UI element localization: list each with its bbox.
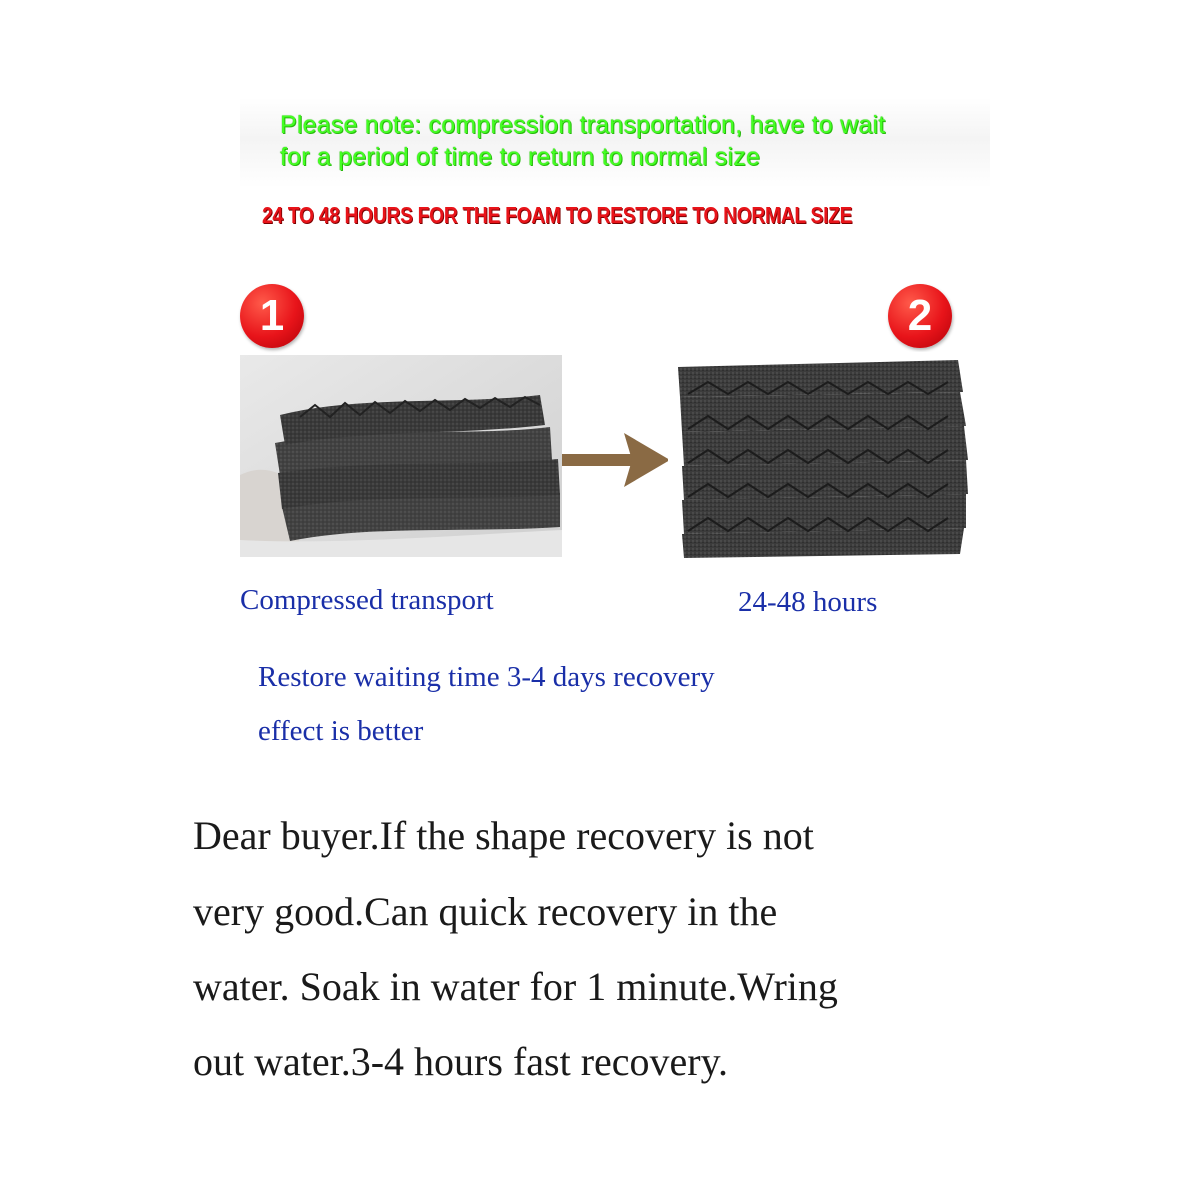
compressed-foam-photo (240, 355, 562, 557)
step-1-badge: 1 (240, 284, 304, 348)
restored-foam-photo (668, 352, 973, 564)
notice-line-2: for a period of time to return to normal size (280, 143, 761, 171)
restore-note-line-2: effect is better (258, 715, 424, 747)
buyer-note-line-2: very good.Can quick recovery in the (193, 889, 778, 934)
notice-line-1: Please note: compression transportation, have to wait (280, 111, 886, 139)
step-2-badge: 2 (888, 284, 952, 348)
step-1-caption: Compressed transport (240, 584, 494, 616)
buyer-note-line-3: water. Soak in water for 1 minute.Wring (193, 964, 838, 1009)
restore-note-line-1: Restore waiting time 3-4 days recovery (258, 661, 715, 693)
restore-headline: 24 TO 48 HOURS FOR THE FOAM TO RESTORE TO NORMAL SIZE (262, 202, 853, 228)
right-arrow-icon (562, 425, 674, 495)
buyer-note-line-4: out water.3-4 hours fast recovery. (193, 1039, 728, 1084)
buyer-note-line-1: Dear buyer.If the shape recovery is not (193, 813, 814, 858)
step-2-caption: 24-48 hours (738, 586, 878, 618)
